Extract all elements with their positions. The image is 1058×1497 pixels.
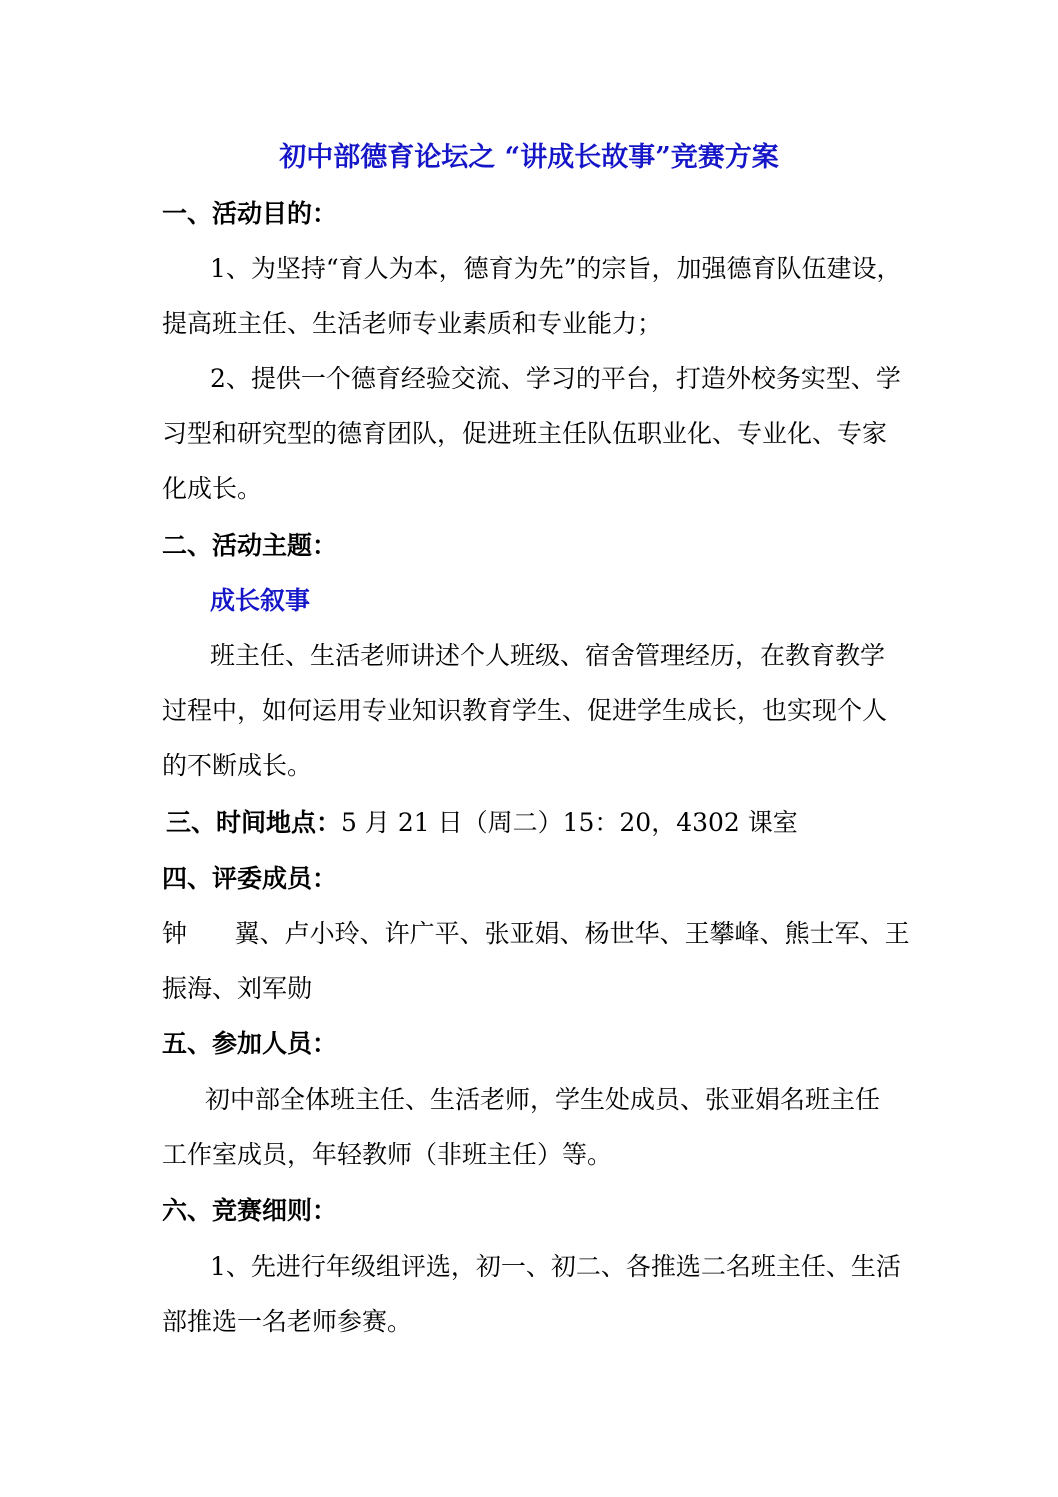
paragraph-line: 1、先进行年级组评选，初一、初二、各推选二名班主任、生活 — [210, 1252, 901, 1281]
theme-title: 成长叙事 — [210, 586, 311, 615]
section-1-heading: 一、活动目的： — [162, 199, 338, 228]
paragraph-line: 2、提供一个德育经验交流、学习的平台，打造外校务实型、学 — [210, 364, 901, 393]
paragraph-line: 班主任、生活老师讲述个人班级、宿舍管理经历，在教育教学 — [210, 641, 886, 670]
paragraph-line: 初中部全体班主任、生活老师，学生处成员、张亚娟名班主任 — [205, 1085, 881, 1114]
judges-line: 钟 翼、卢小玲、许广平、张亚娟、杨世华、王攀峰、熊士军、王 — [162, 919, 910, 948]
paragraph-line: 工作室成员，年轻教师（非班主任）等。 — [162, 1140, 613, 1169]
section-3-row — [166, 806, 798, 840]
section-6-heading: 六、竞赛细则： — [162, 1196, 338, 1225]
section-3-heading: 三、时间地点： — [166, 808, 342, 837]
document-title: 初中部德育论坛之 “讲成长故事”竞赛方案 — [279, 142, 779, 173]
paragraph-line: 的不断成长。 — [162, 751, 313, 780]
section-2-heading: 二、活动主题： — [162, 531, 338, 560]
section-4-heading: 四、评委成员： — [162, 864, 338, 893]
paragraph-line: 过程中，如何运用专业知识教育学生、促进学生成长，也实现个人 — [162, 696, 888, 725]
paragraph-line: 习型和研究型的德育团队，促进班主任队伍职业化、专业化、专家 — [162, 419, 888, 448]
paragraph-line: 1、为坚持“育人为本，德育为先”的宗旨，加强德育队伍建设， — [210, 254, 902, 283]
time-location-value: 5 月 21 日（周二）15：20，4302 课室 — [341, 808, 798, 837]
paragraph-line: 化成长。 — [162, 474, 263, 503]
judges-line: 振海、刘军勋 — [162, 974, 313, 1003]
section-5-heading: 五、参加人员： — [162, 1029, 338, 1058]
paragraph-line: 部推选一名老师参赛。 — [162, 1307, 413, 1336]
paragraph-line: 提高班主任、生活老师专业素质和专业能力； — [162, 309, 663, 338]
